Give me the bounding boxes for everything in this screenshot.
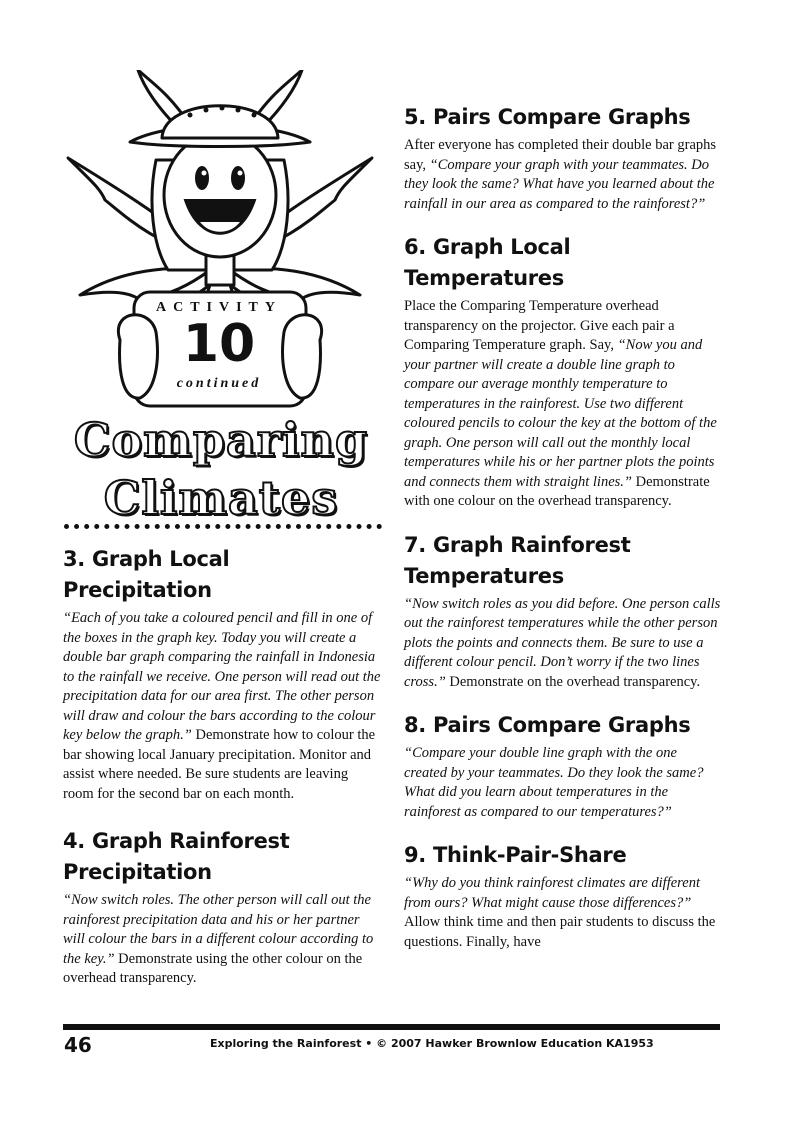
section-8-quote: “Compare your double line graph with the one created by your teammates. Do they look the same? What did you learn about temperatures in the rainforest as compared to our temperatures?” <box>404 745 704 820</box>
section-7-text: Demonstrate on the overhead transparency. <box>445 673 701 690</box>
section-9-text: Allow think time and then pair students to discuss the questions. Finally, have <box>404 914 716 950</box>
activity-number: 10 <box>182 314 256 374</box>
activity-sign <box>134 292 304 404</box>
section-5-quote: “Compare your graph with your teammates. Do they look the same? What have you learned about the rainfall in our area as compared to the rainforest?” <box>404 156 715 212</box>
section-5-body <box>404 136 722 214</box>
section-9-heading: 9. Think-Pair-Share <box>404 843 627 867</box>
section-8-heading: 8. Pairs Compare Graphs <box>404 713 691 737</box>
section-4-body <box>63 891 381 989</box>
activity-continued-label: continued <box>176 376 262 391</box>
section-3-heading: 3. Graph Local Precipitation <box>63 547 230 602</box>
dotted-divider <box>64 524 382 529</box>
footer-rule <box>63 1024 720 1030</box>
section-6-quote: “Now you and your partner will create a double line graph to compare our average monthly temperature to temperatures in the rainforest. Use two different coloured pencils to colour the key at the bottom of the graph. One person will call out the monthly local temperatures while his or her partner plots the points and connects them with straight lines.” <box>404 337 717 490</box>
title-line-2: Climates <box>103 471 339 525</box>
section-4-text: Demonstrate using the other colour on the overhead transparency. <box>63 950 363 986</box>
section-9 <box>404 840 722 952</box>
left-column <box>63 544 381 989</box>
section-5 <box>404 102 722 214</box>
right-column <box>404 102 722 952</box>
section-3-text: Demonstrate how to colour the bar showing local January precipitation. Monitor and assist where needed. Be sure students are leaving room for the second bar on each month. <box>63 727 376 802</box>
section-7 <box>404 530 722 693</box>
activity-label: ACTIVITY <box>155 300 282 315</box>
section-3-body <box>63 609 381 804</box>
section-3 <box>63 544 381 804</box>
section-6-heading: 6. Graph Local Temperatures <box>404 235 571 290</box>
section-5-text: After everyone has completed their double bar graphs say, <box>404 137 717 173</box>
section-4-quote: “Now switch roles. The other person will call out the rainforest precipitation data and his or her partner will colour the bars in a different colour according to the key.” <box>63 892 374 967</box>
section-7-quote: “Now switch roles as you did before. One person calls out the rainforest temperatures while the other person plots the points and connects them. Be sure to use a different colour pencil. Don’t worry if the two lines cross.” <box>404 595 721 690</box>
section-6-text-2: Demonstrate with one colour on the overhead transparency. <box>404 473 710 509</box>
section-9-body <box>404 874 722 952</box>
section-7-heading: 7. Graph Rainforest Temperatures <box>404 532 631 588</box>
title-line-1: Comparing <box>73 413 369 467</box>
section-4-heading: 4. Graph Rainforest Precipitation <box>63 829 290 884</box>
section-4 <box>63 826 381 989</box>
section-5-heading: 5. Pairs Compare Graphs <box>404 105 691 129</box>
footer-credit: Exploring the Rainforest • © 2007 Hawker Brownlow Education KA1953 <box>210 1037 654 1050</box>
section-9-quote: “Why do you think rainforest climates are different from ours? What might cause those differences?” <box>404 875 700 911</box>
section-6-body <box>404 297 722 512</box>
section-3-quote: “Each of you take a coloured pencil and fill in one of the boxes in the graph key. Today you will create a double bar graph comparing the rainfall in Indonesia to the rainfall we receive. One person will read out the precipitation data for our area first. The other person will draw and colour the bars according to the colour key below the graph.” <box>63 610 381 743</box>
section-6 <box>404 232 722 512</box>
page-number: 46 <box>64 1033 92 1057</box>
section-7-body <box>404 595 722 693</box>
section-6-text: Place the Comparing Temperature overhead transparency on the projector. Give each pair a Comparing Temperature graph. Say, <box>404 298 675 353</box>
section-8 <box>404 710 722 822</box>
section-8-body <box>404 744 722 822</box>
